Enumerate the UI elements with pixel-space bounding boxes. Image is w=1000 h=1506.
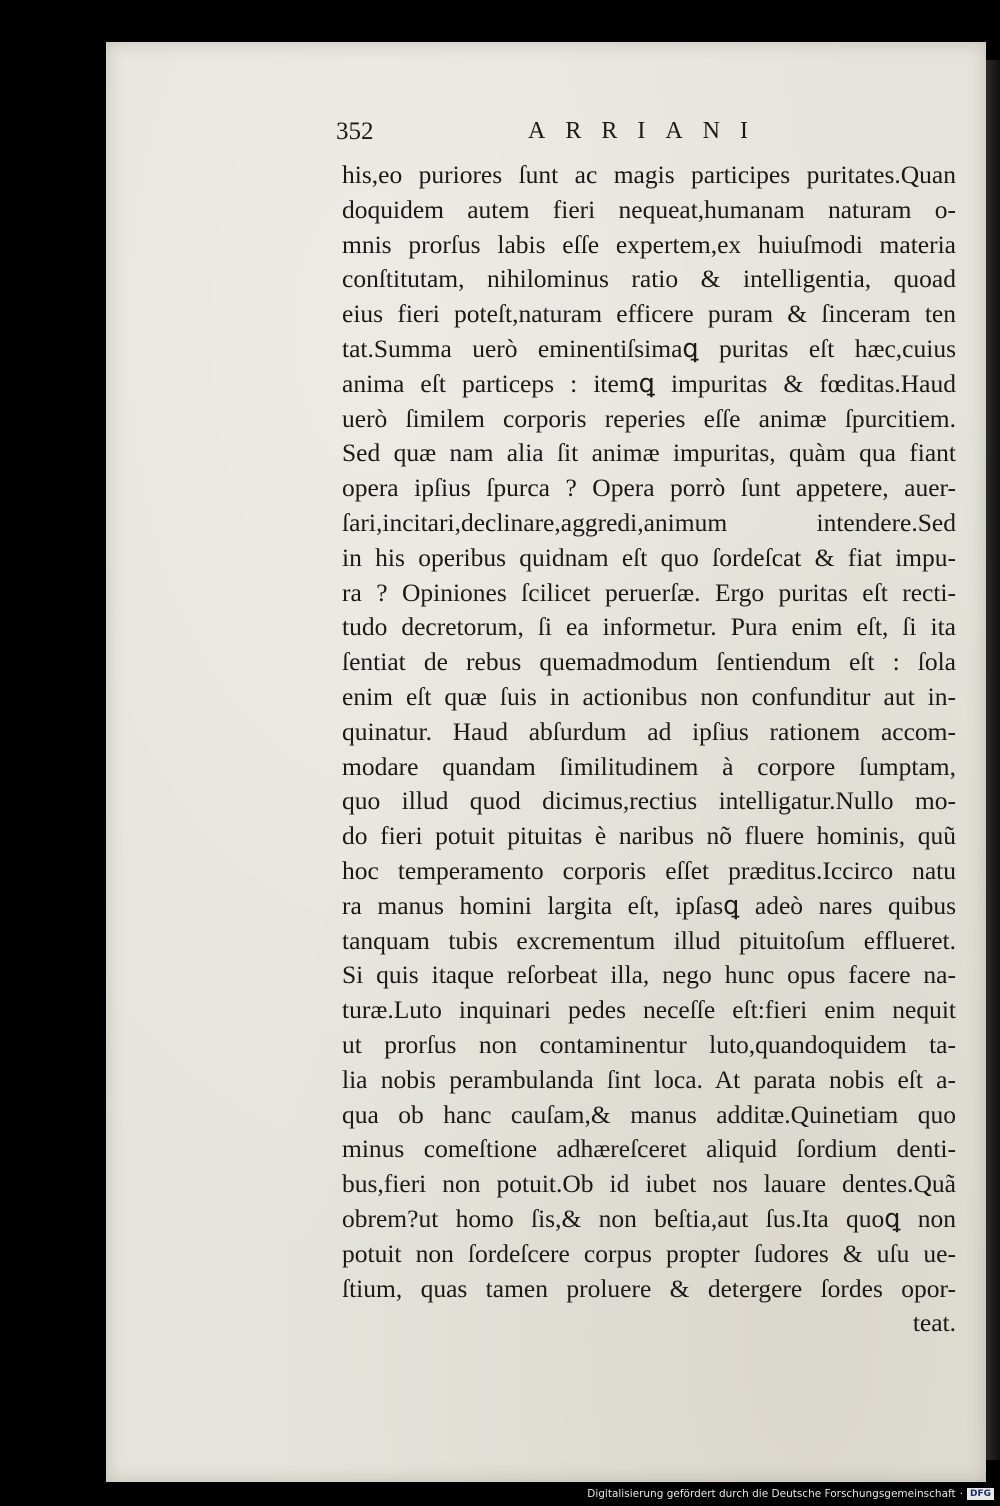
text-line: do fieri potuit pituitas è naribus nõ fluere hominis, quũ	[342, 821, 956, 851]
text-line: qua ob hanc cauſam,& manus additæ.Quinetiam quo	[342, 1099, 956, 1129]
text-line: potuit non ſordeſcere corpus propter ſudores & uſu ue-	[342, 1238, 956, 1268]
text-line: conſtitutam, nihilominus ratio & intelligentia, quoad	[342, 264, 956, 294]
credit-separator: ·	[959, 1488, 963, 1500]
text-line: in his operibus quidnam eſt quo ſordeſcat & fiat impu-	[342, 542, 956, 572]
text-line: lia nobis perambulanda ſint loca. At parata nobis eſt a-	[342, 1064, 956, 1094]
body-text	[342, 158, 956, 1341]
text-line: ſari,incitari,declinare,aggredi,animum intendere.Sed	[342, 507, 956, 537]
page-edge	[986, 60, 1000, 1460]
page-number: 352	[336, 118, 374, 145]
text-line: ra ? Opiniones ſcilicet peruerſæ. Ergo puritas eſt recti-	[342, 577, 956, 607]
page-header	[336, 118, 956, 154]
text-line-last: teat.	[912, 1308, 956, 1338]
running-title: ARRIANI	[528, 118, 768, 144]
text-line: turæ.Luto inquinari pedes neceſſe eſt:fieri enim nequit	[342, 995, 956, 1025]
text-line: his,eo puriores ſunt ac magis participes puritates.Quan	[342, 160, 956, 189]
text-line: minus comeſtione adhæreſceret aliquid ſordium denti-	[342, 1134, 956, 1164]
text-line: hoc temperamento corporis eſſet præditus.Iccirco natu	[342, 855, 956, 885]
text-line: doquidem autem fieri nequeat,humanam naturam o-	[342, 194, 956, 224]
text-line: anima eſt particeps : itemꝗ impuritas & fœditas.Haud	[342, 368, 956, 398]
text-line: Si quis itaque reſorbeat illa, nego hunc opus facere na-	[342, 960, 956, 990]
text-line: ſtium, quas tamen proluere & detergere ſordes opor-	[342, 1273, 956, 1303]
text-line: uerò ſimilem corporis reperies eſſe animæ ſpurcitiem.	[342, 403, 956, 433]
text-line: mnis prorſus labis eſſe expertem,ex huiuſmodi materia	[342, 229, 956, 259]
dfg-logo-icon: DFG	[967, 1488, 994, 1500]
text-line: eius fieri poteſt,naturam efficere puram & ſinceram ten	[342, 299, 956, 329]
text-line: quo illud quod dicimus,rectius intelligatur.Nullo mo-	[342, 786, 956, 816]
text-line: ra manus homini largita eſt, ipſasꝗ adeò nares quibus	[342, 890, 956, 920]
text-line: quinatur. Haud abſurdum ad ipſius rationem accom-	[342, 716, 956, 746]
text-line: modare quandam ſimilitudinem à corpore ſumptam,	[342, 751, 956, 781]
text-line: tat.Summa uerò eminentiſsimaꝗ puritas eſt hæc,cuius	[342, 333, 956, 363]
text-line: obrem?ut homo ſis,& non beſtia,aut ſus.Ita quoꝗ non	[342, 1203, 956, 1233]
text-line: enim eſt quæ ſuis in actionibus non confunditur aut in-	[342, 681, 956, 711]
credit-text: Digitalisierung gefördert durch die Deutsche Forschungsgemeinschaft	[587, 1488, 956, 1500]
text-line: tanquam tubis excrementum illud pituitoſum efflueret.	[342, 925, 956, 955]
text-line: tudo decretorum, ſi ea informetur. Pura enim eſt, ſi ita	[342, 612, 956, 642]
text-line: ſentiat de rebus quemadmodum ſentiendum eſt : ſola	[342, 647, 956, 677]
digitization-credit	[587, 1486, 994, 1502]
text-line: opera ipſius ſpurca ? Opera porrò ſunt appetere, auer-	[342, 473, 956, 503]
text-line: Sed quæ nam alia ſit animæ impuritas, quàm qua fiant	[342, 438, 956, 468]
text-line: bus,fieri non potuit.Ob id iubet nos lauare dentes.Quã	[342, 1169, 956, 1199]
text-line: ut prorſus non contaminentur luto,quandoquidem ta-	[342, 1029, 956, 1059]
